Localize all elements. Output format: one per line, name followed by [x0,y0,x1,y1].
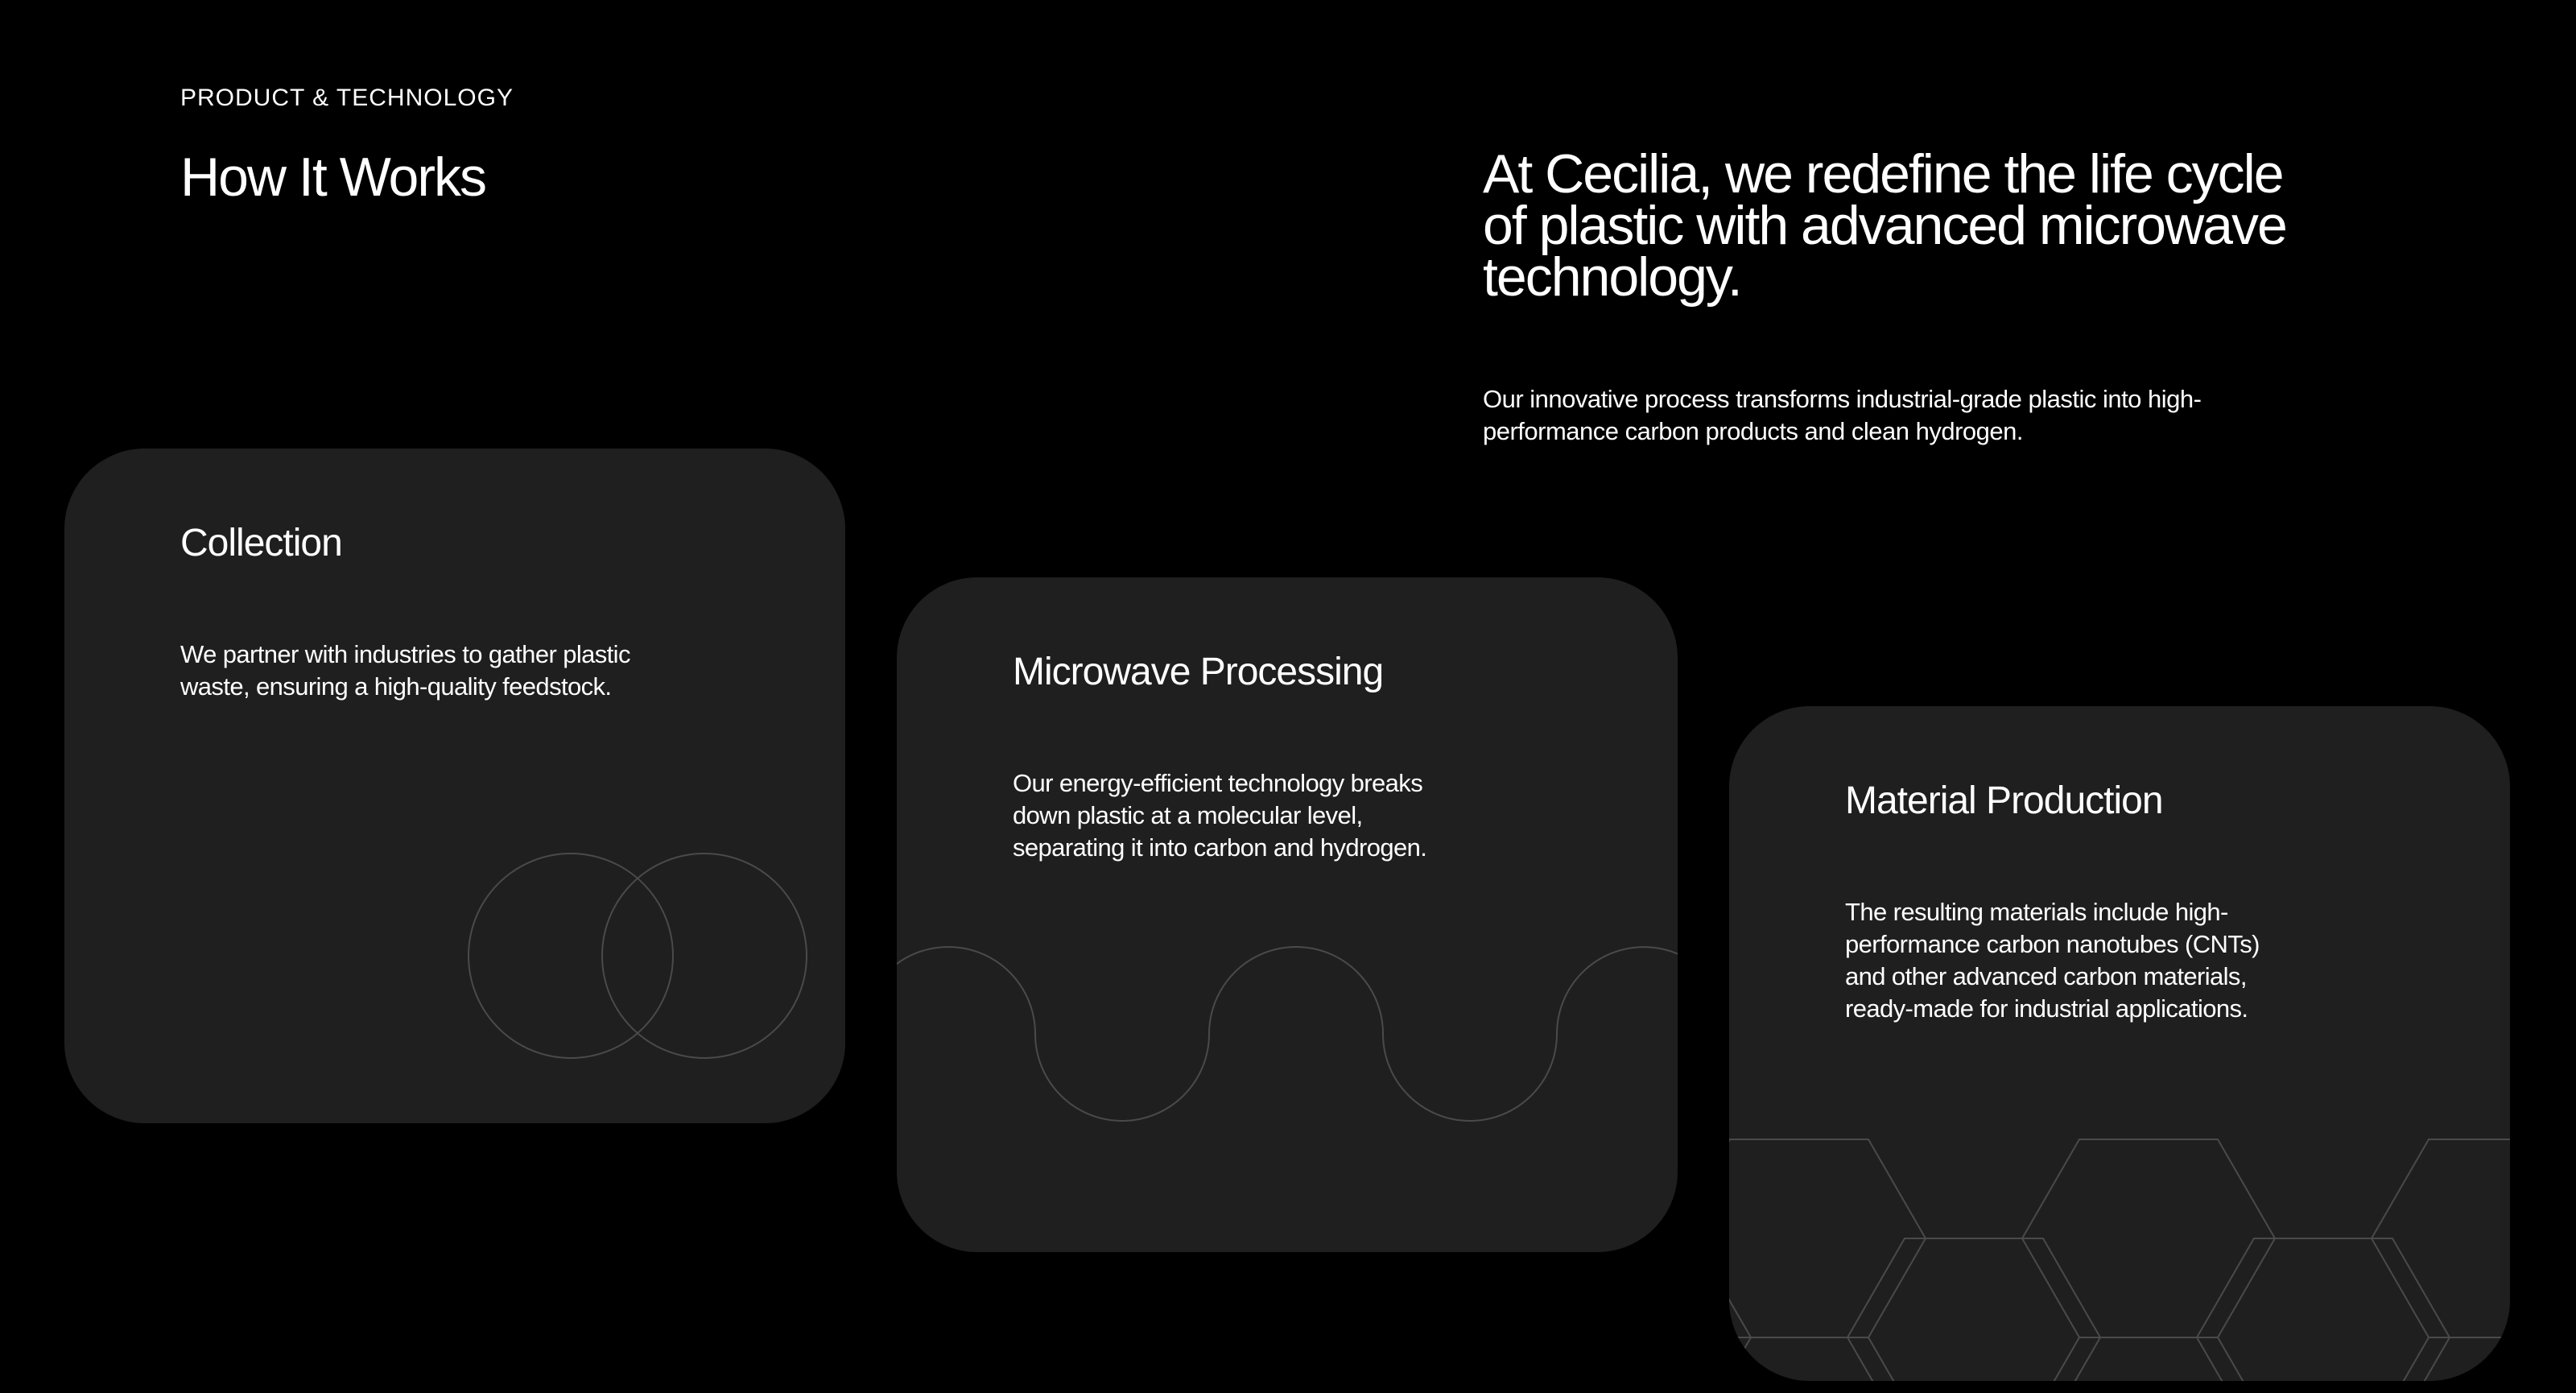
card-collection [64,448,845,1123]
intro-body: Our innovative process transforms industrial-grade plastic into high-performance carbon products and clean hydrogen. [1483,385,2202,445]
intro-heading: At Cecilia, we redefine the life cycle of plastic with advanced microwave technology. [1483,143,2286,308]
card-title: Microwave Processing [1013,651,1384,693]
card-title: Material Production [1845,779,2163,822]
card-title: Collection [180,522,342,564]
card-body: The resulting materials include high-performance carbon nanotubes (CNTs) and other advanced carbon materials, ready-made for industrial applications. [1845,898,2260,1023]
section-title: How It Works [180,147,486,208]
card-material-production [1729,706,2510,1381]
card-body: We partner with industries to gather plastic waste, ensuring a high-quality feedstock. [180,640,630,701]
section-eyebrow: PRODUCT & TECHNOLOGY [180,85,514,111]
card-body: Our energy-efficient technology breaks down plastic at a molecular level, separating it into carbon and hydrogen. [1013,769,1427,862]
card-microwave-processing [897,577,1678,1252]
